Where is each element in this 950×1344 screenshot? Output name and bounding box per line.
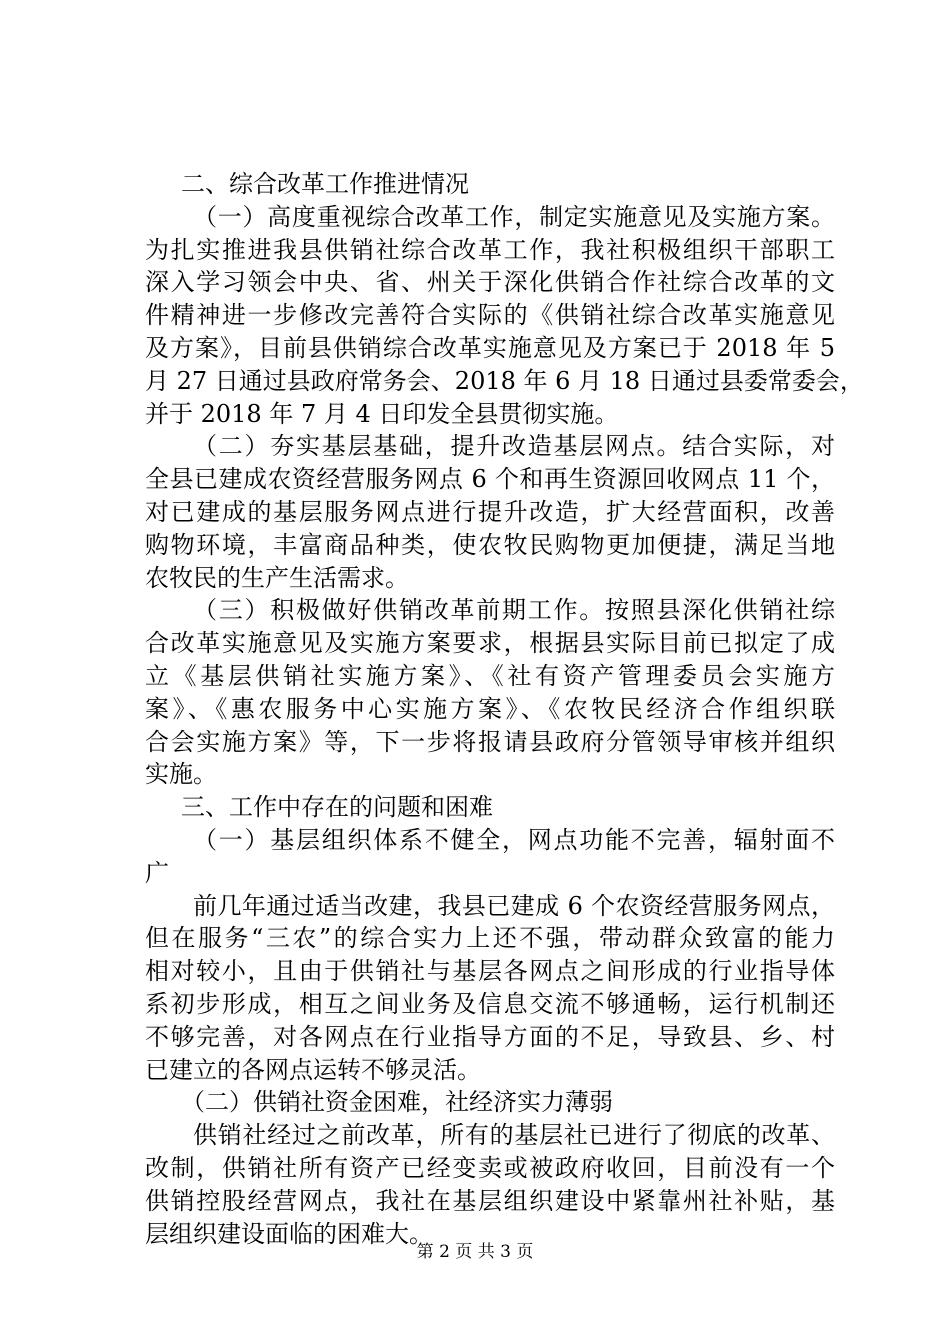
text-line: 案》、《惠农服务中心实施方案》、《农牧民经济合作组织联	[145, 694, 835, 723]
text-line: 购物环境，丰富商品种类，使农牧民购物更加便捷，满足当地	[145, 530, 835, 559]
text-line: 农牧民的生产生活需求。	[145, 563, 409, 592]
text-line: 实施。	[145, 760, 217, 789]
page-footer: 第 2 页 共 3 页	[416, 1242, 534, 1262]
text-line: 为扎实推进我县供销社综合改革工作，我社积极组织干部职工	[145, 235, 835, 264]
document-body	[145, 168, 864, 1250]
text-line: 改制，供销社所有资产已经变卖或被政府收回，目前没有一个	[145, 1153, 835, 1182]
text-line: 件精神进一步修改完善符合实际的《供销社综合改革实施意见	[145, 301, 835, 330]
text-line: （一）高度重视综合改革工作，制定实施意见及实施方案。	[193, 202, 835, 231]
text-line: 三、工作中存在的问题和困难	[181, 793, 493, 822]
text-line: 立《基层供销社实施方案》、《社有资产管理委员会实施方	[145, 661, 835, 690]
text-line: 并于 2018 年 7 月 4 日印发全县贯彻实施。	[145, 399, 619, 428]
text-line: 深入学习领会中央、省、州关于深化供销合作社综合改革的文	[145, 268, 835, 297]
text-line: 供销社经过之前改革，所有的基层社已进行了彻底的改革、	[193, 1121, 835, 1150]
text-line: 但在服务“三农”的综合实力上还不强，带动群众致富的能力	[145, 924, 835, 953]
text-line: 及方案》，目前县供销综合改革实施意见及方案已于 2018 年 5	[145, 333, 835, 362]
text-line: 月 27 日通过县政府常务会、2018 年 6 月 18 日通过县委常委会，	[145, 366, 864, 395]
text-line: （一）基层组织体系不健全，网点功能不完善，辐射面不	[193, 825, 835, 854]
text-line: 相对较小，且由于供销社与基层各网点之间形成的行业指导体	[145, 957, 835, 986]
text-line: 前几年通过适当改建，我县已建成 6 个农资经营服务网点，	[193, 891, 835, 920]
text-line: 全县已建成农资经营服务网点 6 个和再生资源回收网点 11 个，	[145, 465, 835, 494]
text-line: 系初步形成，相互之间业务及信息交流不够通畅，运行机制还	[145, 989, 835, 1018]
text-line: 层组织建设面临的困难大。	[145, 1219, 433, 1248]
text-line: 广	[145, 858, 169, 887]
text-line: 合改革实施意见及实施方案要求，根据县实际目前已拟定了成	[145, 629, 835, 658]
text-line: （二）夯实基层基础，提升改造基层网点。结合实际，对	[193, 432, 835, 461]
text-line: （二）供销社资金困难，社经济实力薄弱	[181, 1088, 613, 1117]
text-line: 已建立的各网点运转不够灵活。	[145, 1055, 481, 1084]
text-line: 供销控股经营网点，我社在基层组织建设中紧靠州社补贴，基	[145, 1186, 835, 1215]
text-line: 合会实施方案》等，下一步将报请县政府分管领导审核并组织	[145, 727, 835, 756]
text-line: 不够完善，对各网点在行业指导方面的不足，导致县、乡、村	[145, 1022, 835, 1051]
text-line: 对已建成的基层服务网点进行提升改造，扩大经营面积，改善	[145, 497, 835, 526]
text-line: （三）积极做好供销改革前期工作。按照县深化供销社综	[193, 596, 835, 625]
text-line: 二、综合改革工作推进情况	[181, 170, 469, 198]
